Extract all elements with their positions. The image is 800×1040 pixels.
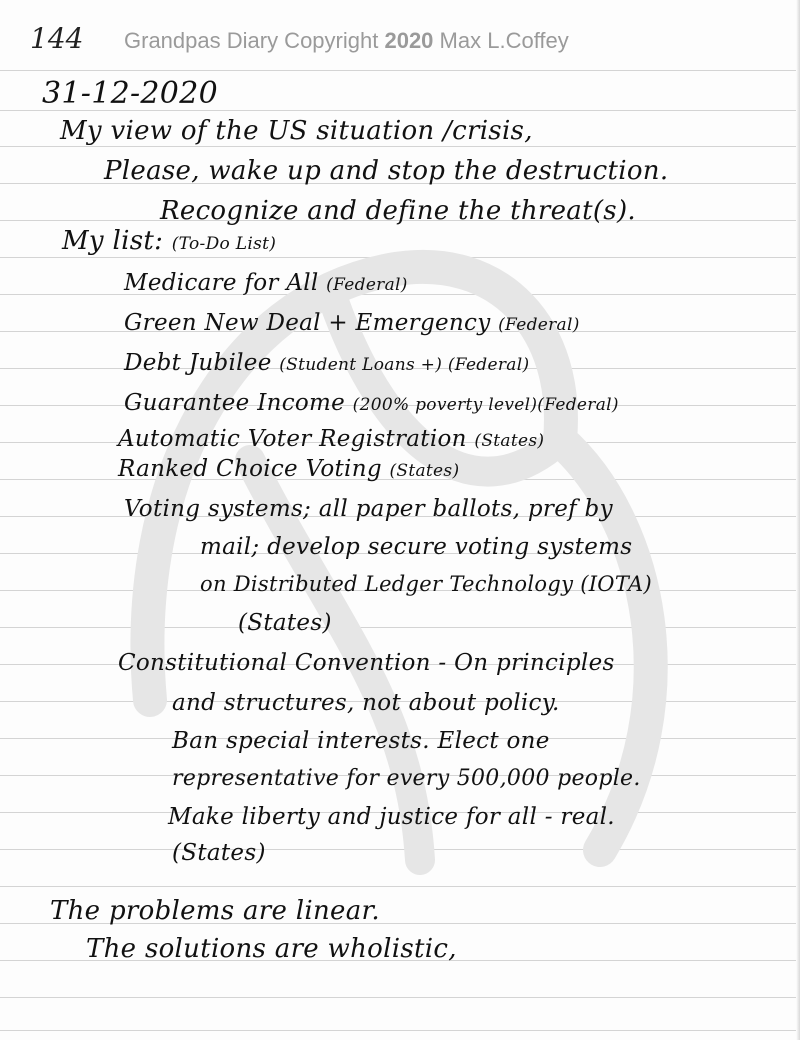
ruled-line — [0, 997, 800, 998]
ruled-line — [0, 70, 800, 71]
item-text: Automatic Voter Registration — [118, 426, 467, 452]
voting-systems-line: (States) — [238, 610, 332, 636]
convention-line: (States) — [172, 840, 266, 866]
item-text: Debt Jubilee — [124, 350, 272, 376]
list-item — [118, 456, 459, 482]
convention-line: Constitutional Convention - On principles — [118, 650, 615, 676]
voting-systems-line: Voting systems; all paper ballots, pref by — [124, 496, 613, 522]
item-text: Ranked Choice Voting — [118, 456, 382, 482]
ruled-line — [0, 146, 800, 147]
list-item — [124, 310, 580, 336]
list-heading-label: My list: — [62, 226, 164, 256]
item-text: Medicare for All — [124, 270, 319, 296]
intro-line: Recognize and define the threat(s). — [160, 196, 636, 226]
copyright-year: 2020 — [384, 28, 434, 53]
item-note: (States) — [474, 431, 545, 451]
intro-line: Please, wake up and stop the destruction. — [104, 156, 669, 186]
list-item — [124, 390, 619, 416]
voting-systems-line: mail; develop secure voting systems — [200, 534, 633, 560]
ruled-line — [0, 886, 800, 887]
ruled-line — [0, 627, 800, 628]
title-prefix: Grandpas Diary Copyright — [124, 28, 379, 53]
page-header — [0, 22, 800, 62]
item-note: (Student Loans +) (Federal) — [279, 355, 530, 375]
item-note: (Federal) — [326, 275, 408, 295]
convention-line: representative for every 500,000 people. — [172, 766, 641, 791]
item-text: Guarantee Income — [124, 390, 346, 416]
list-heading-note: (To-Do List) — [171, 234, 277, 254]
convention-line: Make liberty and justice for all - real. — [168, 804, 615, 830]
entry-date: 31-12-2020 — [42, 76, 218, 111]
page-number: 144 — [30, 22, 84, 55]
intro-line: My view of the US situation /crisis, — [60, 116, 533, 146]
closing-line: The solutions are wholistic, — [86, 934, 457, 964]
ruled-line — [0, 849, 800, 850]
voting-systems-line: on Distributed Ledger Technology (IOTA) — [200, 572, 652, 596]
convention-line: Ban special interests. Elect one — [172, 728, 550, 754]
item-text: Green New Deal + Emergency — [124, 310, 491, 336]
item-note: (States) — [389, 461, 460, 481]
list-item — [124, 350, 529, 376]
page-edge — [796, 0, 800, 1040]
item-note: (200% poverty level)(Federal) — [352, 395, 619, 415]
list-heading — [62, 226, 276, 256]
item-note: (Federal) — [498, 315, 580, 335]
convention-line: and structures, not about policy. — [172, 690, 560, 716]
list-item — [124, 270, 408, 296]
closing-line: The problems are linear. — [50, 896, 380, 926]
diary-title — [124, 28, 569, 54]
list-item — [118, 426, 544, 452]
ruled-line — [0, 257, 800, 258]
author: Max L.Coffey — [439, 28, 569, 53]
ruled-line — [0, 1030, 800, 1031]
